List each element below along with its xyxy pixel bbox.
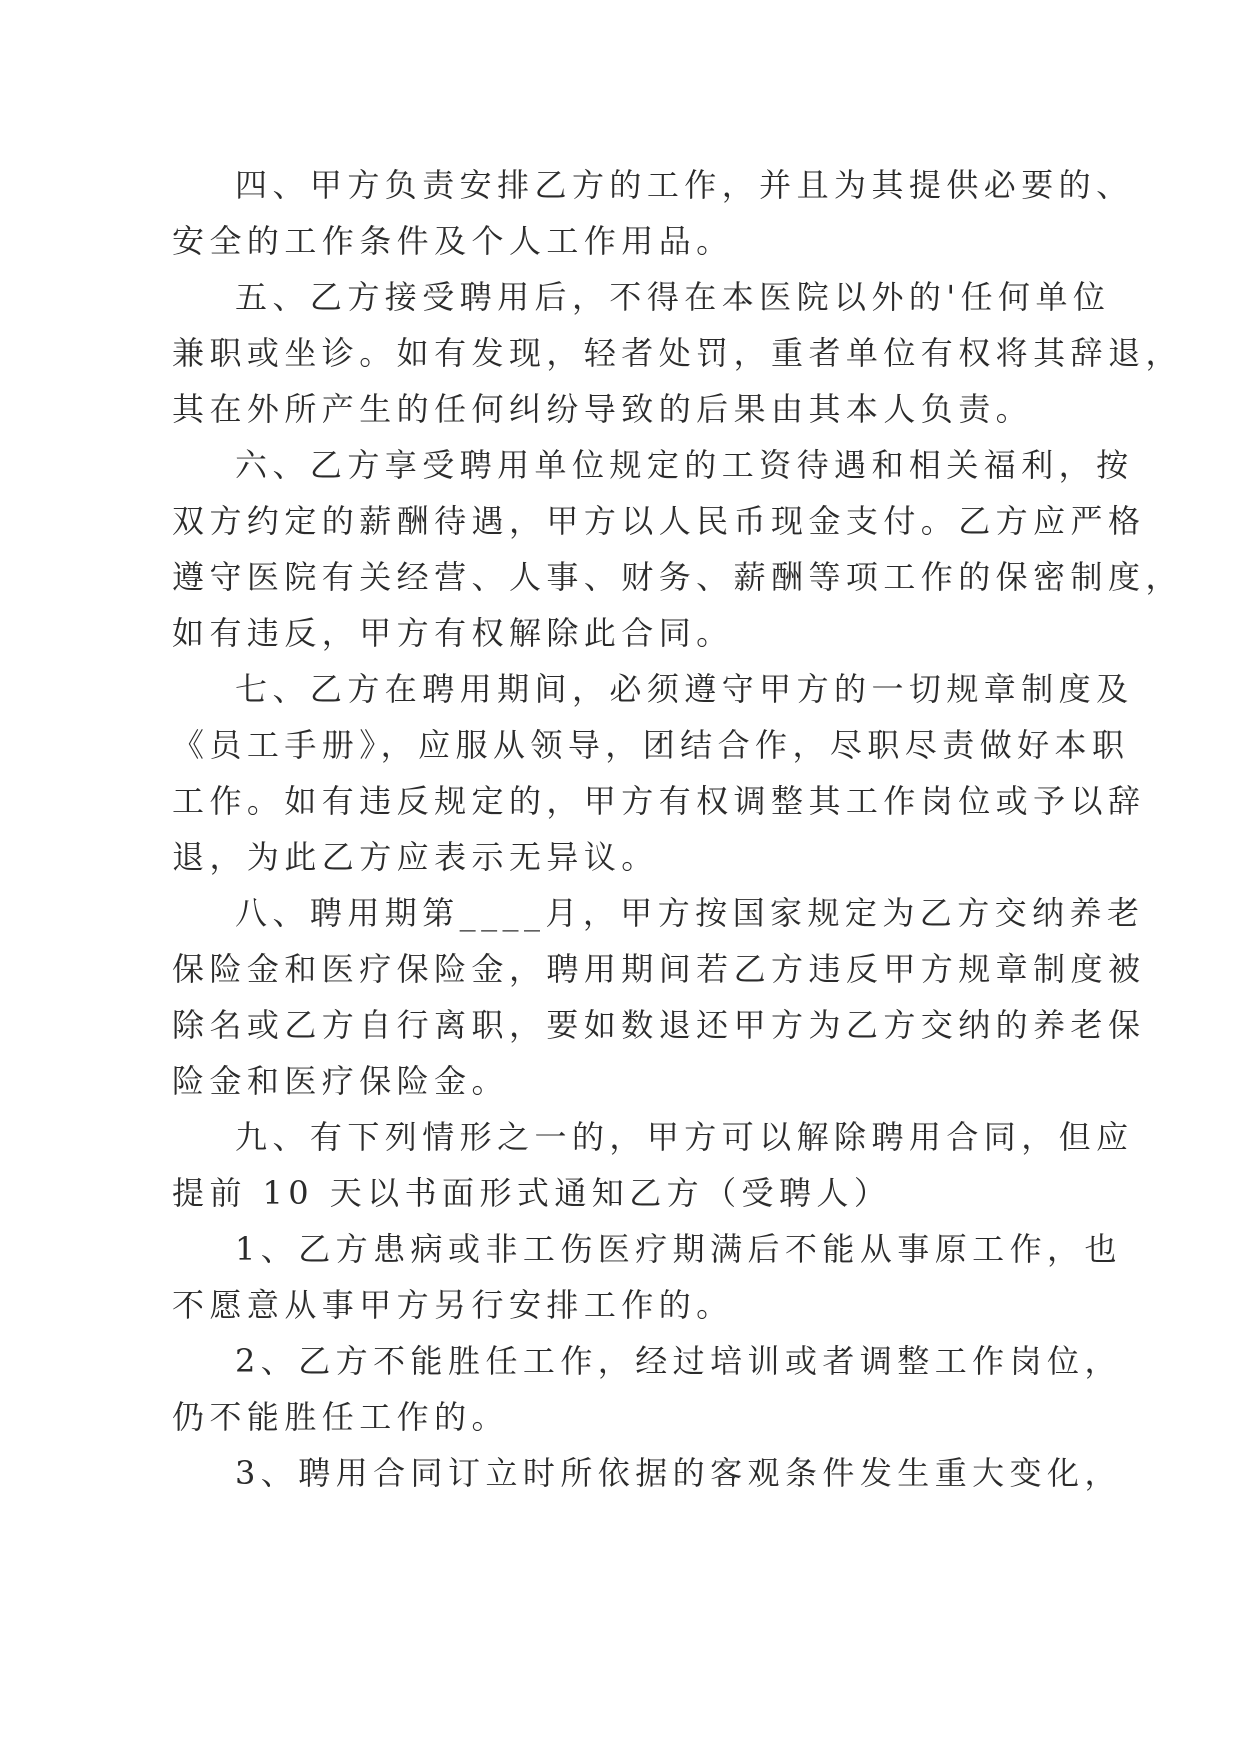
paragraph-line: 六、乙方享受聘用单位规定的工资待遇和相关福利，按 xyxy=(235,446,1134,484)
paragraph-line: 五、乙方接受聘用后，不得在本医院以外的'任何单位 xyxy=(235,278,1111,316)
paragraph-line: 工作。如有违反规定的，甲方有权调整其工作岗位或予以辞 xyxy=(172,782,1146,820)
paragraph-line: 3、聘用合同订立时所依据的客观条件发生重大变化， xyxy=(235,1454,1122,1492)
paragraph-line: 不愿意从事甲方另行安排工作的。 xyxy=(172,1286,734,1324)
paragraph-line: 其在外所产生的任何纠纷导致的后果由其本人负责。 xyxy=(172,390,1034,428)
paragraph-line: 1、乙方患病或非工伤医疗期满后不能从事原工作，也 xyxy=(235,1230,1122,1268)
paragraph-line: 四、甲方负责安排乙方的工作，并且为其提供必要的、 xyxy=(235,166,1134,204)
paragraph-line: 仍不能胜任工作的。 xyxy=(172,1398,509,1436)
paragraph-line: 遵守医院有关经营、人事、财务、薪酬等项工作的保密制度， xyxy=(172,558,1183,596)
paragraph-line: 保险金和医疗保险金，聘用期间若乙方违反甲方规章制度被 xyxy=(172,950,1146,988)
paragraph-line: 安全的工作条件及个人工作用品。 xyxy=(172,222,734,260)
paragraph-line: 如有违反，甲方有权解除此合同。 xyxy=(172,614,734,652)
paragraph-line: 兼职或坐诊。如有发现，轻者处罚，重者单位有权将其辞退， xyxy=(172,334,1183,372)
paragraph-line: 九、有下列情形之一的，甲方可以解除聘用合同，但应 xyxy=(235,1118,1134,1156)
paragraph-line: 《员工手册》，应服从领导，团结合作，尽职尽责做好本职 xyxy=(172,726,1130,764)
paragraph-line: 双方约定的薪酬待遇，甲方以人民币现金支付。乙方应严格 xyxy=(172,502,1146,540)
paragraph-line: 险金和医疗保险金。 xyxy=(172,1062,509,1100)
paragraph-line: 七、乙方在聘用期间，必须遵守甲方的一切规章制度及 xyxy=(235,670,1134,708)
paragraph-line: 八、聘用期第____月，甲方按国家规定为乙方交纳养老 xyxy=(235,894,1145,932)
paragraph-line: 2、乙方不能胜任工作，经过培训或者调整工作岗位， xyxy=(235,1342,1122,1380)
paragraph-line: 提前 10 天以书面形式通知乙方（受聘人） xyxy=(172,1174,892,1212)
paragraph-line: 退，为此乙方应表示无异议。 xyxy=(172,838,659,876)
paragraph-line: 除名或乙方自行离职，要如数退还甲方为乙方交纳的养老保 xyxy=(172,1006,1146,1044)
